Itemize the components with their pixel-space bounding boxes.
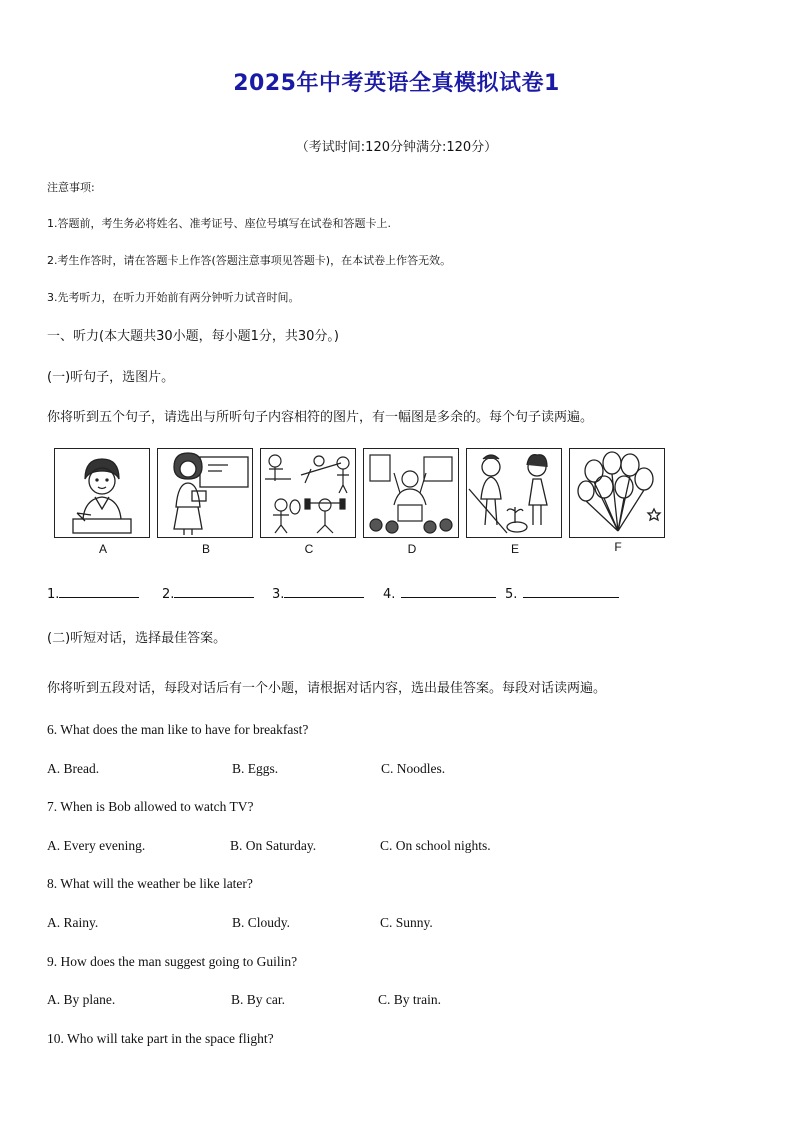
option-c[interactable]: C. Sunny. <box>380 915 433 930</box>
question-10: 10. Who will take part in the space flight? <box>47 1031 274 1046</box>
question-6: 6. What does the man like to have for breakfast? <box>47 722 309 737</box>
option-a[interactable]: A. Every evening. <box>47 838 146 853</box>
answer-blank-3[interactable] <box>272 585 364 602</box>
option-c[interactable]: C. Noodles. <box>381 761 446 776</box>
blank-number: 4. <box>383 587 396 602</box>
option-b[interactable]: B. Cloudy. <box>232 915 291 930</box>
option-a[interactable]: A. Bread. <box>47 761 100 776</box>
option-c[interactable]: C. By train. <box>378 992 441 1007</box>
question-7: 7. When is Bob allowed to watch TV? <box>47 799 254 814</box>
part2-instruction: 你将听到五段对话，每段对话后有一个小题，请根据对话内容，选出最佳答案。每段对话读两遍。 <box>47 681 607 696</box>
picture-a-boy-writing <box>54 448 150 538</box>
notice-item: 2.考生作答时，请在答题卡上作答(答题注意事项见答题卡)，在本试卷上作答无效。 <box>47 254 452 267</box>
picture-c-sports <box>260 448 356 538</box>
picture-f-balloons <box>569 448 665 538</box>
blank-number: 1. <box>47 587 60 602</box>
picture-options <box>52 448 664 560</box>
picture-b-teacher <box>157 448 253 538</box>
picture-label: C <box>304 542 314 556</box>
option-b[interactable]: B. By car. <box>231 992 285 1007</box>
answer-blank-1[interactable] <box>47 585 139 602</box>
notice-item: 3.先考听力，在听力开始前有两分钟听力试音时间。 <box>47 291 300 304</box>
notice-heading: 注意事项: <box>47 181 95 194</box>
answer-blank-4[interactable] <box>383 585 496 602</box>
picture-label: D <box>407 542 417 556</box>
picture-label: F <box>614 540 622 554</box>
section-heading: 一、听力(本大题共30小题，每小题1分，共30分。) <box>47 329 339 344</box>
blank-number: 2. <box>162 587 175 602</box>
option-a[interactable]: A. By plane. <box>47 992 116 1007</box>
part1-heading: (一)听句子，选图片。 <box>47 370 175 385</box>
notice-item: 1.答题前，考生务必将姓名、准考证号、座位号填写在试卷和答题卡上. <box>47 217 391 230</box>
part2-heading: (二)听短对话，选择最佳答案。 <box>47 631 227 646</box>
blank-number: 3. <box>272 587 285 602</box>
picture-e-planting <box>466 448 562 538</box>
answer-blank-2[interactable] <box>162 585 254 602</box>
blank-number: 5. <box>505 587 518 602</box>
picture-label: B <box>201 542 210 556</box>
option-c[interactable]: C. On school nights. <box>380 838 491 853</box>
option-a[interactable]: A. Rainy. <box>47 915 99 930</box>
picture-label: A <box>98 542 107 556</box>
picture-label: E <box>510 542 519 556</box>
picture-d-speaker <box>363 448 459 538</box>
answer-blank-5[interactable] <box>505 585 619 602</box>
part1-instruction: 你将听到五个句子，请选出与所听句子内容相符的图片，有一幅图是多余的。每个句子读两遍。 <box>47 410 594 425</box>
page-title: 2025年中考英语全真模拟试卷1 <box>233 71 560 96</box>
option-b[interactable]: B. Eggs. <box>232 761 279 776</box>
question-9: 9. How does the man suggest going to Guilin? <box>47 954 298 969</box>
exam-info: （考试时间:120分钟满分:120分） <box>295 140 498 155</box>
question-8: 8. What will the weather be like later? <box>47 876 253 891</box>
option-b[interactable]: B. On Saturday. <box>230 838 317 853</box>
